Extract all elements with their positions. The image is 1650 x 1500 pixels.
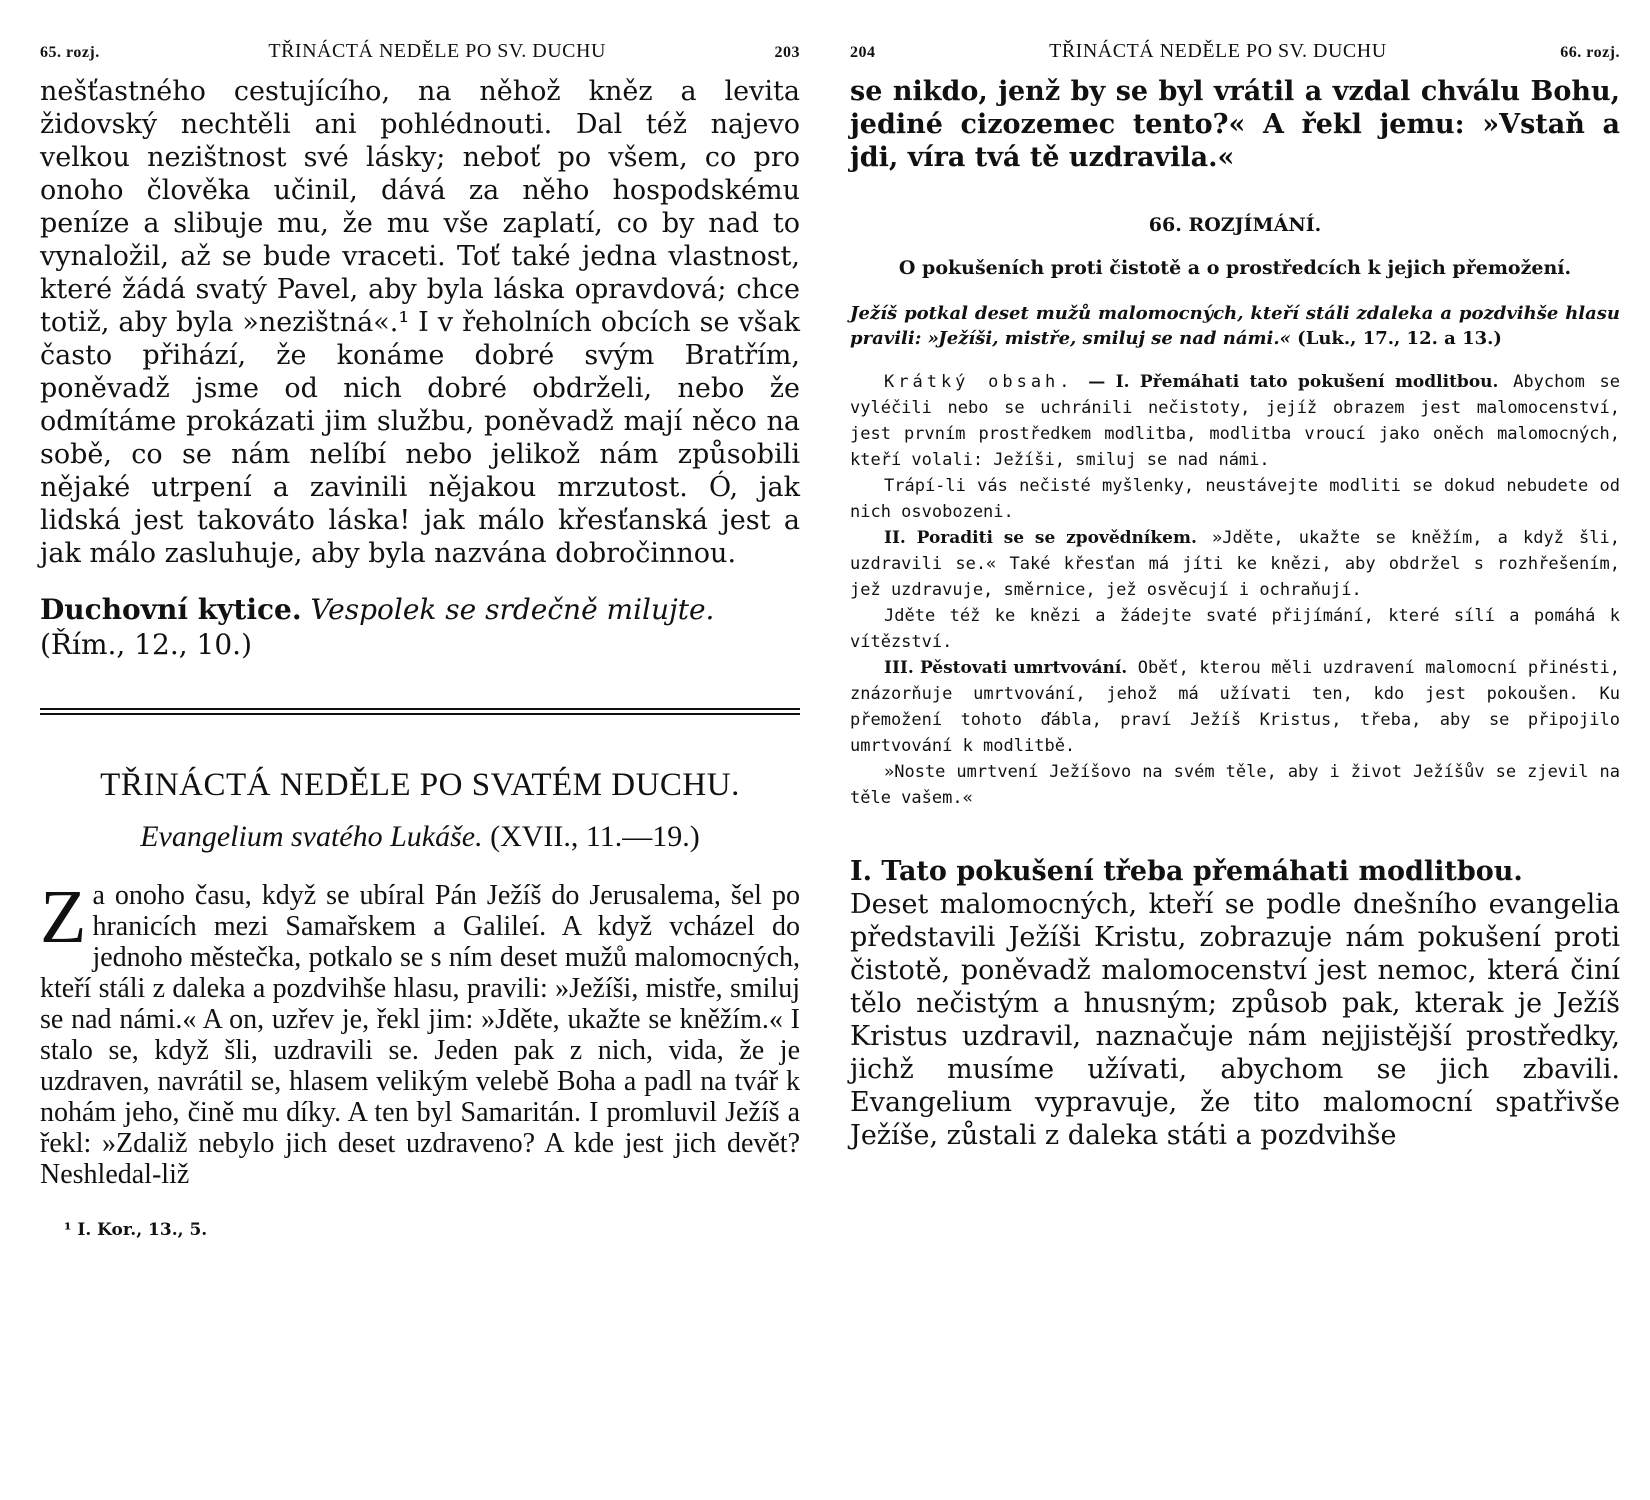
meditation-title: 66. ROZJÍMÁNÍ. (1148, 214, 1322, 236)
bouquet-label: Duchovní kytice. (40, 593, 302, 626)
chapter-number-right: 66. rozj. (1560, 44, 1620, 61)
gospel-title: Evangelium svatého Lukáše. (140, 820, 483, 853)
drop-cap: Z (40, 875, 87, 959)
summary-point-5 (850, 655, 1620, 759)
double-rule-divider (40, 708, 800, 715)
right-page (830, 0, 1650, 1500)
sunday-title: TŘINÁCTÁ NEDĚLE PO SVATÉM DUCHU. (100, 767, 740, 803)
summary-heading-1: — I. Přemáhati tato pokušení modlitbou. (1088, 372, 1499, 392)
bouquet-reference: (Řím., 12., 10.) (40, 628, 252, 661)
body-paragraph-left: nešťastného cestujícího, na něhož kněz a levita židovský nechtěli ani pohlédnouti. Dal též najevo velkou nezištnost své lásky; neboť po všem, co pro onoho člověka učinil, dává za něho hospodskému peníze a slibuje mu, že mu vše zaplatí, co by nad to vynaložil, až se bude vraceti. Toť také jedna vlastnost, které žádá svatý Pavel, aby byla láska opravdová; chce totiž, aby byla »nezištná«.¹ I v řeholních obcích se však často přihází, že konáme dobré svým Bratřím, poněvadž jsme od nich dobré obdrželi, nebo že odmítáme prokázati jim službu, poněvadž mají něco na sobě, co se nám nelíbí nebo jelikož nám způsobili nějaké utrpení a zavinili nějakou mrzutost. Ó, jak lidská jest takováto láska! jak málo křesťanská jest a jak málo zasluhuje, aby byla nazvána dobročinnou. (40, 76, 800, 569)
summary-text-3: »Jděte, ukažte se kněžím, a když šli, uzdravili se.« Také křesťan má jíti ke knězi, aby obdržel s rozhřešením, jež uzdravuje, směrnice, jež osvěcují i ochraňují. (850, 528, 1620, 600)
section-body: Deset malomocných, kteří se podle dnešního evangelia představili Ježíši Kristu, zobrazuje nám pokušení proti čistotě, poněvadž malomocenství jest nemoc, která činí tělo nečistým a hnusným; způsob pak, kterak je Ježíš Kristus uzdravil, naznačuje nám nejjistější prostředky, jichž musíme užívati, abychom se jich zbavili. Evangelium vypravuje, že tito malomocní spatřivše Ježíše, zůstali z daleka státi a pozdvihše (850, 889, 1620, 1151)
summary-text-1: Abychom se vyléčili nebo se uchránili nečistoty, jejíž obrazem jest malomocenství, jest prvním prostředkem modlitba, modlitba vroucí jako oněch malomocných, kteří volali: Ježíši, smiluj se nad námi. (850, 372, 1620, 470)
summary-point-1 (850, 369, 1620, 473)
section-heading (850, 855, 1620, 888)
running-header-left (40, 40, 800, 63)
meditation-quote (850, 301, 1620, 351)
footnote: ¹ I. Kor., 13., 5. (64, 1220, 208, 1240)
gospel-body: a onoho času, když se ubíral Pán Ježíš do Jerusalema, šel po hranicích mezi Samařskem a Galileí. A když vcházel do jednoho městečka, potkalo se s ním deset mužů malomocných, kteří stáli z daleka a pozdvihše hlasu, pravili: »Ježíši, mistře, smiluj se nad námi.« A on, uzřev je, řekl jim: »Jděte, ukažte se kněžím.« I stalo se, když šli, uzdravili se. Jeden pak z nich, vida, že je uzdraven, navrátil se, hlasem velikým velebě Boha a padl na tvář k nohám jeho, čině mu díky. A ten byl Samaritán. I promluvil Ježíš a řekl: »Zdaliž nebylo jich deset uzdraveno? A kde jest jich devět? Neshledal-liž (40, 880, 800, 1190)
summary-text-5: Oběť, kterou měli uzdravení malomocní přinésti, znázorňuje umrtvování, jehož má užívati ten, kdo jest pokoušen. Ku přemožení tohoto ďábla, praví Ježíš Kristus, třeba, aby se připojilo umrtvování k modlitbě. (850, 658, 1620, 756)
body-paragraph-right: se nikdo, jenž by se byl vrátil a vzdal chválu Bohu, jediné cizozemec tento?« A řekl jemu: »Vstaň a jdi, víra tvá tě uzdravila.« (850, 76, 1620, 173)
running-title-left: TŘINÁCTÁ NEDĚLE PO SV. DUCHU (268, 40, 606, 62)
short-summary (850, 369, 1620, 811)
summary-heading-3: III. Pěstovati umrtvování. (884, 658, 1128, 678)
page-number-right: 204 (850, 44, 876, 61)
page-number-left: 203 (774, 44, 800, 61)
summary-heading-2: II. Poraditi se se zpovědníkem. (884, 528, 1197, 548)
section-title: I. Tato pokušení třeba přemáhati modlitbou. (850, 856, 1523, 887)
bouquet-quote: Vespolek se srdečně milujte. (310, 593, 715, 626)
running-header-right (850, 40, 1620, 63)
meditation-subtitle: O pokušeních proti čistotě a o prostředcích k jejich přemožení. (898, 257, 1572, 279)
summary-point-2: Trápí-li vás nečisté myšlenky, neustávejte modliti se dokud nebudete od nich osvobozeni. (850, 476, 1620, 522)
gospel-heading (40, 820, 800, 854)
meditation-quote-ref: (Luk., 17., 12. a 13.) (1297, 328, 1502, 349)
summary-point-4: Jděte též ke knězi a žádejte svaté přijímání, které sílí a pomáhá k vítězství. (850, 606, 1620, 652)
gospel-text (40, 875, 800, 1190)
meditation-quote-text: Ježíš potkal deset mužů malomocných, kteří stáli zdaleka a pozdvihše hlasu pravili: »Ježíši, mistře, smiluj se nad námi.« (850, 303, 1620, 349)
spiritual-bouquet (40, 592, 800, 662)
summary-point-6: »Noste umrtvení Ježíšovo na svém těle, aby i život Ježíšův se zjevil na těle vašem.« (850, 762, 1620, 808)
summary-point-3 (850, 525, 1620, 603)
left-page (0, 0, 820, 1500)
running-title-right: TŘINÁCTÁ NEDĚLE PO SV. DUCHU (1049, 40, 1387, 62)
chapter-number-left: 65. rozj. (40, 44, 100, 61)
gospel-reference: (XVII., 11.—19.) (490, 820, 700, 853)
summary-label: Krátký obsah. (884, 372, 1074, 392)
